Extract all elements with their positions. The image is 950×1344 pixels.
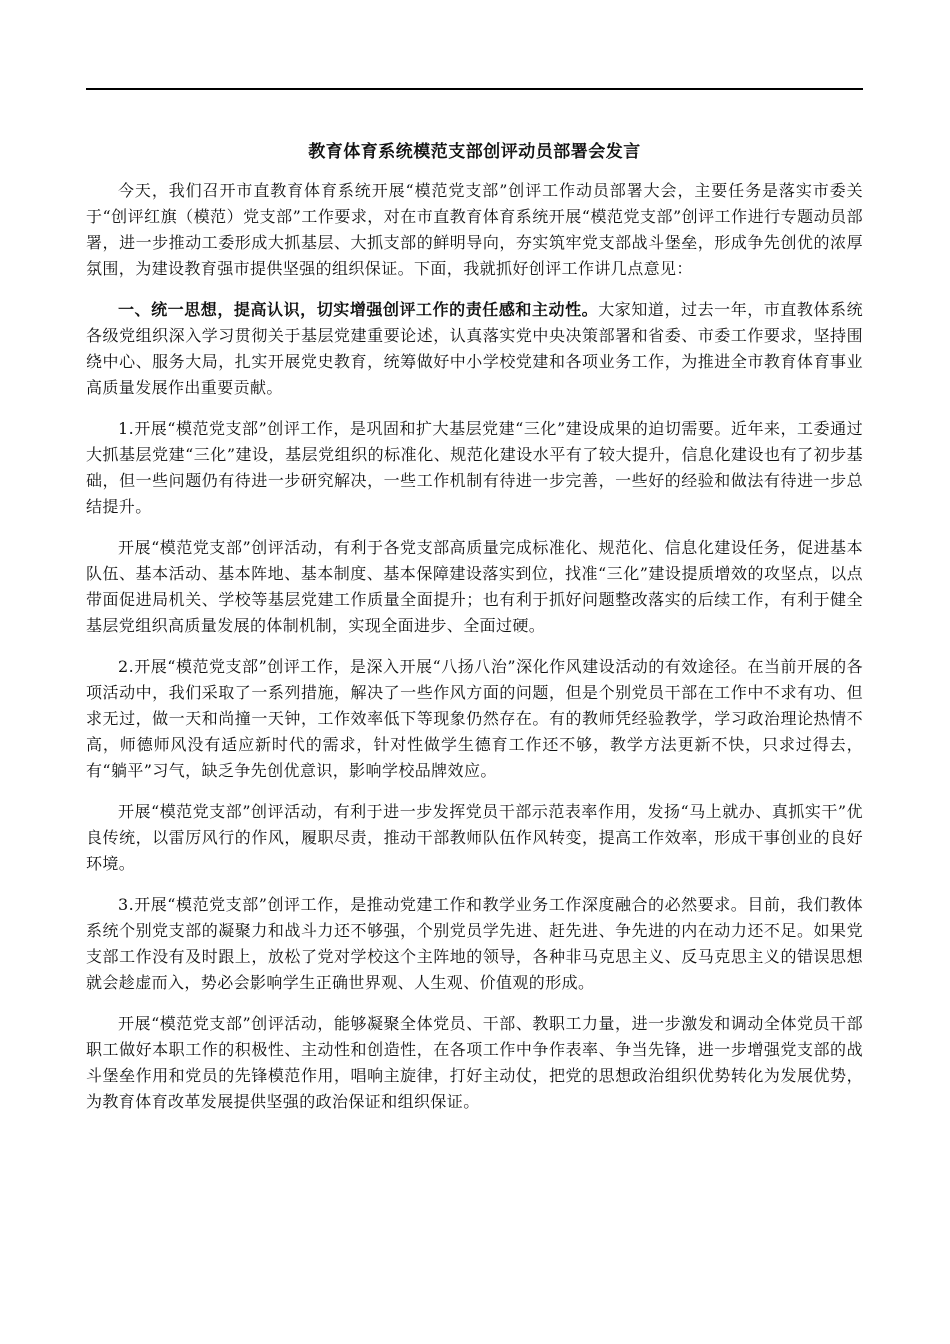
paragraph-point-1-detail: [86, 535, 863, 639]
paragraph-text: 开展“模范党支部”创评活动，有利于进一步发挥党员干部示范表率作用，发扬“马上就办、真抓实干”优良传统，以雷厉风行的作风，履职尽责，推动干部教师队伍作风转变，提高工作效率，形成干事创业的良好环境。: [86, 802, 863, 873]
document-body: [86, 178, 863, 1130]
paragraph-text: 3.开展“模范党支部”创评工作，是推动党建工作和教学业务工作深度融合的必然要求。目前，我们教体系统个别党支部的凝聚力和战斗力还不够强，个别党员学先进、赶先进、争先进的内在动力还不足。如果党支部工作没有及时跟上，放松了党对学校这个主阵地的领导，各种非马克思主义、反马克思主义的错误思想就会趁虚而入，势必会影响学生正确世界观、人生观、价值观的形成。: [86, 895, 863, 992]
document-title: 教育体育系统模范支部创评动员部署会发言: [308, 142, 641, 162]
paragraph-point-1: [86, 416, 863, 520]
paragraph-intro: [86, 178, 863, 282]
paragraph-point-2: [86, 654, 863, 784]
paragraph-section-1: [86, 297, 863, 401]
paragraph-text: 2.开展“模范党支部”创评工作，是深入开展“八扬八治”深化作风建设活动的有效途径。在当前开展的各项活动中，我们采取了一系列措施，解决了一些作风方面的问题，但是个别党员干部在工作中不求有功、但求无过，做一天和尚撞一天钟，工作效率低下等现象仍然存在。有的教师凭经验教学，学习政治理论热情不高，师德师风没有适应新时代的需求，针对性做学生德育工作还不够，教学方法更新不快，只求过得去，有“躺平”习气，缺乏争先创优意识，影响学校品牌效应。: [86, 657, 863, 780]
header-rule: [86, 88, 863, 90]
paragraph-point-3-detail: [86, 1011, 863, 1115]
paragraph-text: 今天，我们召开市直教育体育系统开展“模范党支部”创评工作动员部署大会，主要任务是落实市委关于“创评红旗（模范）党支部”工作要求，对在市直教育体育系统开展“模范党支部”创评工作进行专题动员部署，进一步推动工委形成大抓基层、大抓支部的鲜明导向，夯实筑牢党支部战斗堡垒，形成争先创优的浓厚氛围，为建设教育强市提供坚强的组织保证。下面，我就抓好创评工作讲几点意见：: [86, 181, 863, 278]
paragraph-point-2-detail: [86, 799, 863, 877]
paragraph-text: 大家知道，过去一年，市直教体系统各级党组织深入学习贯彻关于基层党建重要论述，认真落实党中央决策部署和省委、市委工作要求，坚持围绕中心、服务大局，扎实开展党史教育，统筹做好中小学校党建和各项业务工作，为推进全市教育体育事业高质量发展作出重要贡献。: [86, 300, 864, 397]
paragraph-text: 开展“模范党支部”创评活动，能够凝聚全体党员、干部、教职工力量，进一步激发和调动全体党员干部职工做好本职工作的积极性、主动性和创造性，在各项工作中争作表率、争当先锋，进一步增强党支部的战斗堡垒作用和党员的先锋模范作用，唱响主旋律，打好主动仗，把党的思想政治组织优势转化为发展优势，为教育体育改革发展提供坚强的政治保证和组织保证。: [86, 1014, 863, 1111]
section-heading: 一、统一思想，提高认识，切实增强创评工作的责任感和主动性。: [118, 300, 599, 319]
paragraph-text: 1.开展“模范党支部”创评工作，是巩固和扩大基层党建“三化”建设成果的迫切需要。近年来，工委通过大抓基层党建“三化”建设，基层党组织的标准化、规范化建设水平有了较大提升，信息化建设也有了初步基础，但一些问题仍有待进一步研究解决，一些工作机制有待进一步完善，一些好的经验和做法有待进一步总结提升。: [86, 419, 863, 516]
paragraph-text: 开展“模范党支部”创评活动，有利于各党支部高质量完成标准化、规范化、信息化建设任务，促进基本队伍、基本活动、基本阵地、基本制度、基本保障建设落实到位，找准“三化”建设提质增效的攻坚点，以点带面促进局机关、学校等基层党建工作质量全面提升；也有利于抓好问题整改落实的后续工作，有利于健全基层党组织高质量发展的体制机制，实现全面进步、全面过硬。: [86, 538, 863, 635]
paragraph-point-3: [86, 892, 863, 996]
